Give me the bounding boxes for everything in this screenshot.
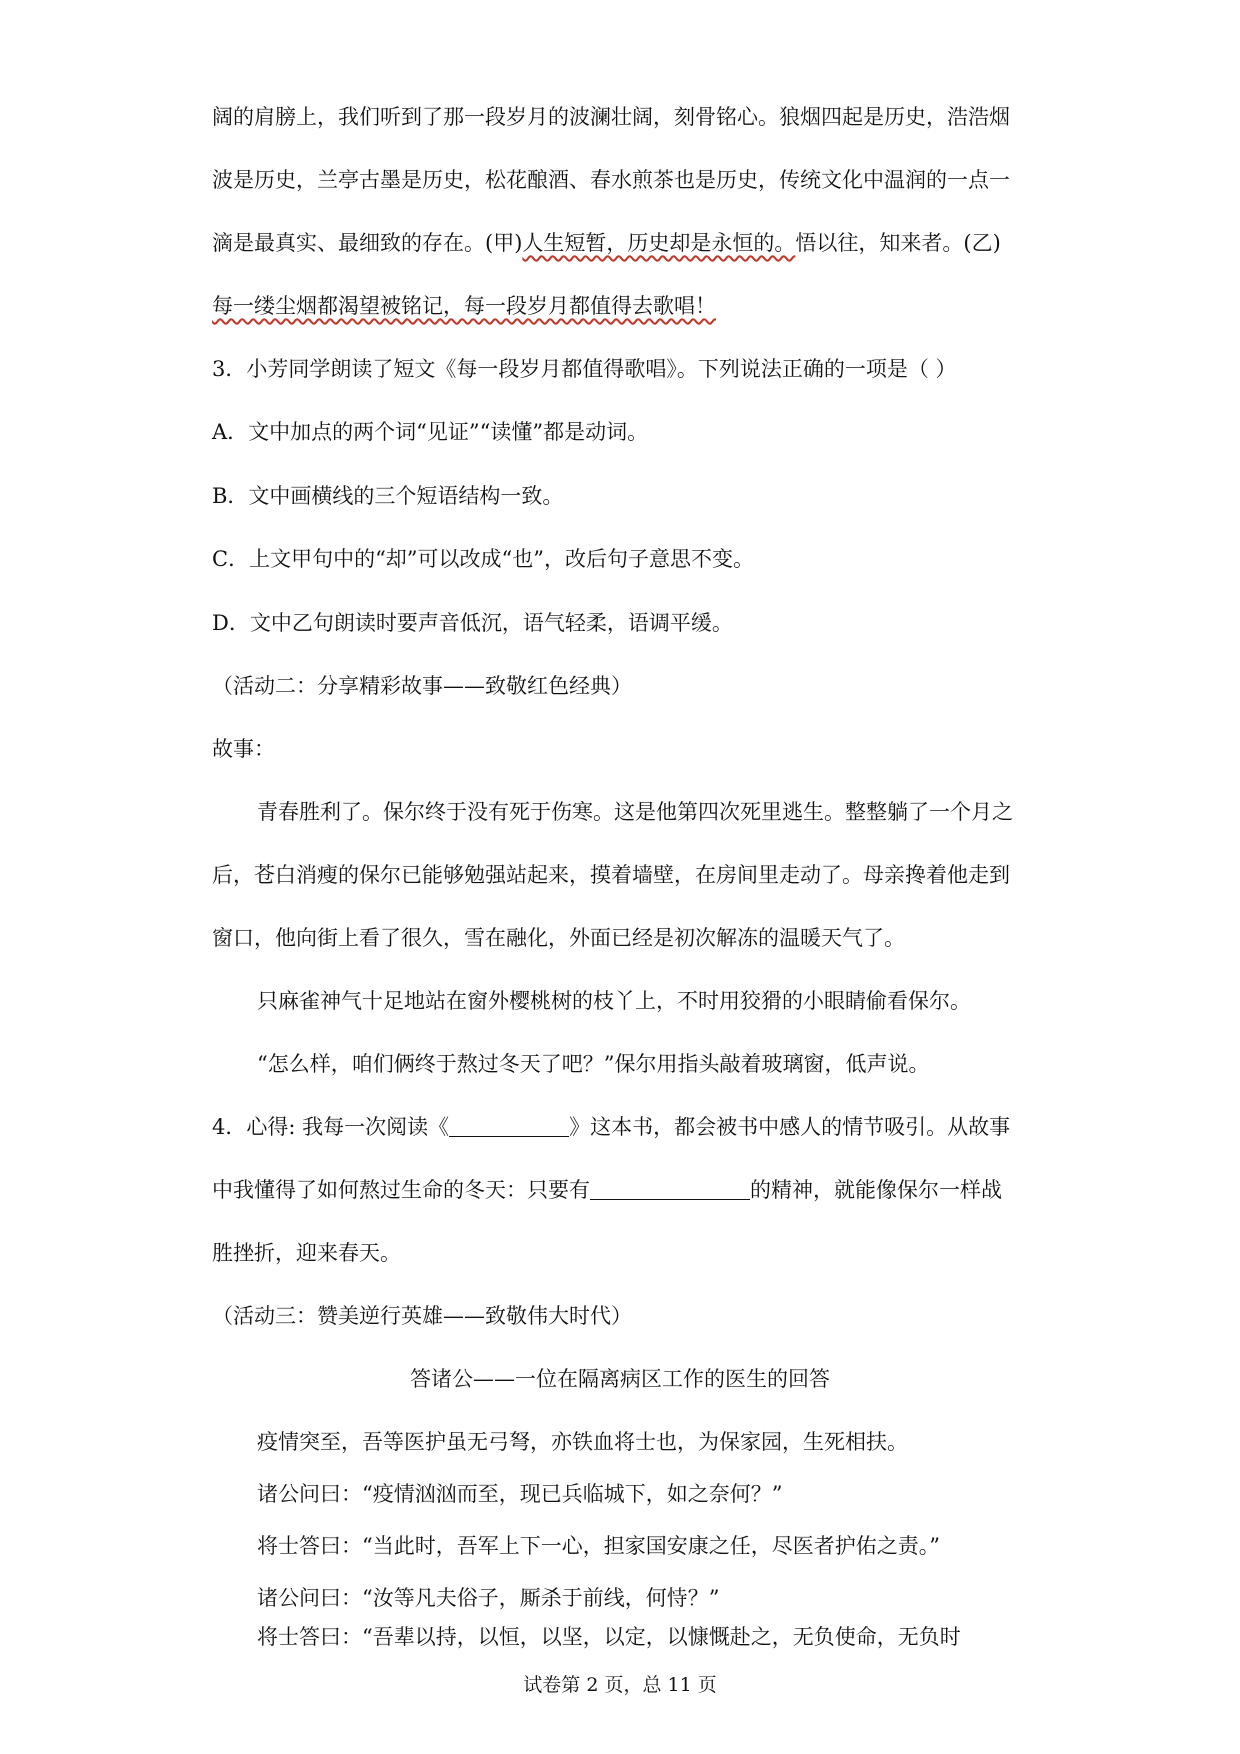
q4-text: 的精神，就能像保尔一样战 [750,1178,1002,1202]
sentence-yi: 每一缕尘烟都渴望被铭记，每一段岁月都值得去歌唱！ [212,294,716,318]
question-4-line: 胜挫折，迎来春天。 [212,1241,401,1265]
story-line: “怎么样，咱们俩终于熬过冬天了吧？”保尔用指头敲着玻璃窗，低声说。 [257,1052,930,1076]
passage-line [212,291,716,321]
question-3-stem: 3．小芳同学朗读了短文《每一段岁月都值得歌唱》。下列说法正确的一项是（ ） [212,357,957,381]
story-line: 青春胜利了。保尔终于没有死于伤寒。这是他第四次死里逃生。整整躺了一个月之 [257,800,1013,824]
passage-text: 悟以往，知来者。(乙) [795,231,1001,255]
question-4-line [212,1112,1010,1142]
story-line: 只麻雀神气十足地站在窗外樱桃树的枝丫上，不时用狡猾的小眼睛偷看保尔。 [257,989,971,1013]
story-label: 故事： [212,737,275,761]
book-title-blank[interactable] [449,1114,569,1137]
option-d: D．文中乙句朗读时要声音低沉，语气轻柔，语调平缓。 [212,611,733,635]
passage-text: 滴是最真实、最细致的存在。(甲) [212,231,523,255]
option-c: C．上文甲句中的“却”可以改成“也”，改后句子意思不变。 [212,547,755,571]
option-a: A．文中加点的两个词“见证”“读懂”都是动词。 [212,420,649,444]
article-title: 答诸公——一位在隔离病区工作的医生的回答 [410,1367,830,1391]
q4-text: 4．心得: 我每一次阅读《 [212,1115,450,1139]
spirit-blank[interactable] [590,1177,750,1200]
sentence-jia: 人生短暂，历史却是永恒的。 [522,231,796,255]
q4-text: 中我懂得了如何熬过生命的冬天：只要有 [212,1178,590,1202]
option-b: B．文中画横线的三个短语结构一致。 [212,484,564,508]
article-line: 诸公问曰：“疫情汹汹而至，现已兵临城下，如之奈何？” [257,1482,783,1506]
page-footer: 试卷第 2 页，总 11 页 [523,1674,717,1696]
story-line: 后，苍白消瘦的保尔已能够勉强站起来，摸着墙壁，在房间里走动了。母亲搀着他走到 [212,863,1010,887]
activity-3-heading: （活动三：赞美逆行英雄——致敬伟大时代） [212,1304,632,1328]
q4-text: 》这本书，都会被书中感人的情节吸引。从故事 [569,1115,1011,1139]
article-line: 将士答曰：“吾辈以持，以恒，以坚，以定，以慷慨赴之，无负使命，无负时 [257,1625,961,1649]
article-line: 诸公问曰：“汝等凡夫俗子，厮杀于前线，何恃？” [257,1586,720,1610]
article-line: 将士答曰：“当此时，吾军上下一心，担家国安康之任，尽医者护佑之责。” [257,1534,940,1558]
activity-2-heading: （活动二：分享精彩故事——致敬红色经典） [212,674,632,698]
question-4-line [212,1175,1002,1205]
passage-line [212,228,1001,258]
passage-line: 波是历史，兰亭古墨是历史，松花酿酒、春水煎茶也是历史，传统文化中温润的一点一 [212,168,1010,192]
article-line: 疫情突至，吾等医护虽无弓弩，亦铁血将士也，为保家园，生死相扶。 [257,1430,908,1454]
passage-line: 阔的肩膀上，我们听到了那一段岁月的波澜壮阔，刻骨铭心。狼烟四起是历史，浩浩烟 [212,105,1010,129]
story-line: 窗口，他向街上看了很久，雪在融化，外面已经是初次解冻的温暖天气了。 [212,926,905,950]
